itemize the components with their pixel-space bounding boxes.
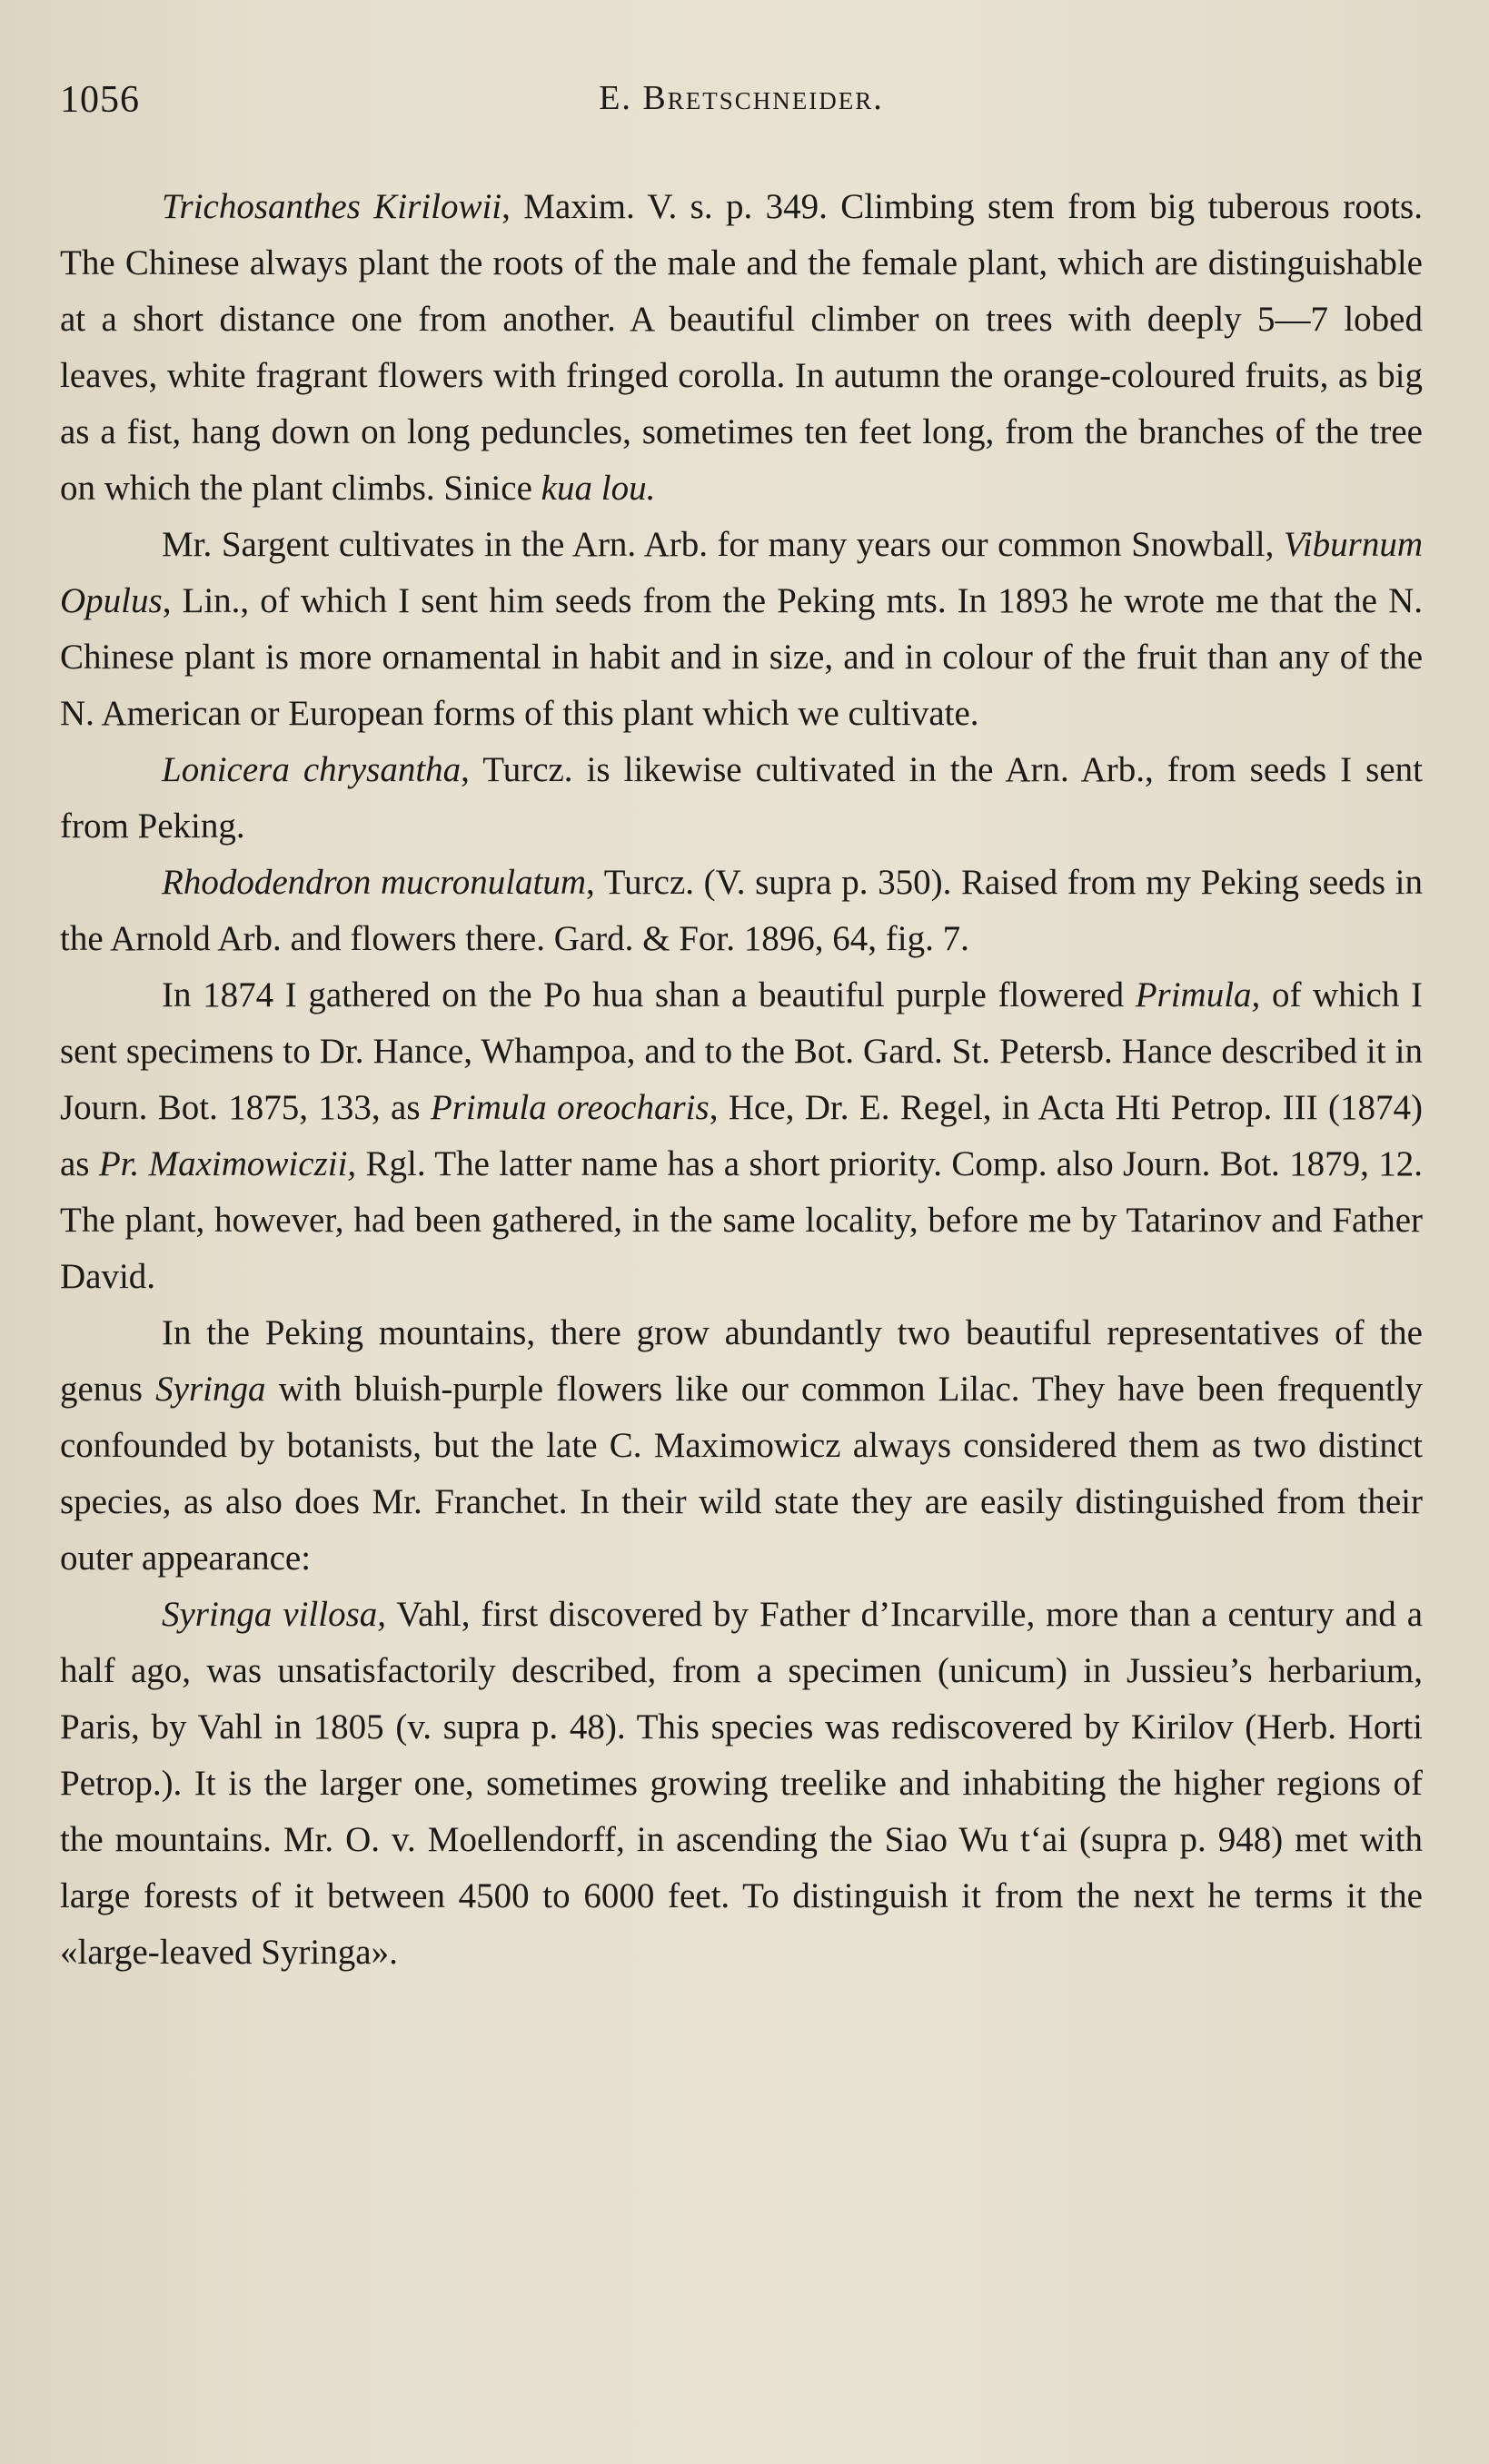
italic-run: Rhododendron mucronulatum xyxy=(162,863,587,902)
text-run: In 1874 I gathered on the Po hua shan a beautiful purple flowered xyxy=(162,975,1136,1014)
text-run: of which I sent specimens to Dr. Hance, Whampoa, and to the Bot. Gard. St. Petersb. Hance described it in Journ. Bot. 1875, 133, as xyxy=(60,975,1423,1127)
paragraph-lonicera xyxy=(60,742,1423,855)
italic-run: Syringa xyxy=(155,1370,266,1409)
italic-run: Primula oreocharis xyxy=(430,1088,710,1127)
paragraph-rhododendron xyxy=(60,855,1423,967)
body-text xyxy=(60,179,1423,1981)
text-run: Mr. Sargent cultivates in the Arn. Arb. for many years our common Snowball, xyxy=(162,525,1284,564)
text-run: , Maxim. V. s. p. 349. Climbing stem from big tuberous roots. The Chinese always plant the roots of the male and the female plant, which are distinguishable at a short distance one from another. A beautiful climber on trees with deeply 5—7 lobed leaves, white fragrant flowers with fringed corolla. In autumn the orange-coloured fruits, as big as a fist, hang down on long peduncles, sometimes ten feet long, from the branches of the tree on which the plant climbs. Sinice xyxy=(60,187,1423,508)
text-run: Vahl, first discovered by Father d’Incarville, more than a century and a half ago, was unsatisfactorily described, from a specimen (unicum) in Jussieu’s herbarium, Paris, by Vahl in 1805 (v. supra p. 48). This species was rediscovered by Kirilov (Herb. Horti Petrop.). It is the larger one, sometimes growing treelike and inhabiting the higher regions of the mountains. Mr. O. v. Moellendorff, in ascending the Siao Wu t‘ai (supra p. 948) met with large forests of it between 4500 to 6000 feet. To distinguish it from the next he terms it the «large-leaved Syringa». xyxy=(60,1595,1423,1972)
paragraph-viburnum xyxy=(60,517,1423,742)
italic-run: Primula, xyxy=(1135,975,1261,1014)
paragraph-trichosanthes xyxy=(60,179,1423,517)
page-number: 1056 xyxy=(60,79,140,121)
paragraph-primula xyxy=(60,967,1423,1305)
text-run: , Hce, Dr. E. Regel, in Acta Hti Petrop. III (1874) as xyxy=(60,1088,1423,1183)
text-run: Rgl. The latter name has a short priority. Comp. also Journ. Bot. 1879, 12. The plant, however, had been gathered, in the same locality, before me by Tatarinov and Father David. xyxy=(60,1144,1423,1296)
paragraph-syringa-intro xyxy=(60,1305,1423,1587)
text-run: , Turcz. (V. supra p. 350). Raised from my Peking seeds in the Arnold Arb. and flowers there. Gard. & For. 1896, 64, fig. 7. xyxy=(60,863,1423,958)
text-run: In the Peking mountains, there grow abundantly two beautiful representatives of the genus xyxy=(60,1313,1423,1409)
italic-run: Viburnum Opulus xyxy=(60,525,1423,620)
italic-run: kua lou. xyxy=(541,469,656,508)
italic-run: Pr. Maximowiczii, xyxy=(98,1144,357,1183)
running-head xyxy=(60,78,1423,133)
italic-run: Trichosanthes Kirilowii xyxy=(162,187,502,226)
running-head-author: E. Bretschneider. xyxy=(599,79,884,117)
italic-run: Syringa villosa, xyxy=(162,1595,387,1634)
paragraph-syringa-villosa xyxy=(60,1587,1423,1981)
text-run: , Turcz. is likewise cultivated in the Arn. Arb., from seeds I sent from Peking. xyxy=(60,750,1423,846)
text-run: , Lin., of which I sent him seeds from the Peking mts. In 1893 he wrote me that the N. Chinese plant is more ornamental in habit and in size, and in colour of the fruit than any of the N. American or European forms of this plant which we cultivate. xyxy=(60,581,1423,733)
text-run: with bluish-purple flowers like our common Lilac. They have been frequently confounded by botanists, but the late C. Maximowicz always considered them as two distinct species, as also does Mr. Franchet. In their wild state they are easily distinguished from their outer appearance: xyxy=(60,1370,1423,1578)
italic-run: Lonicera chrysantha xyxy=(162,750,462,789)
